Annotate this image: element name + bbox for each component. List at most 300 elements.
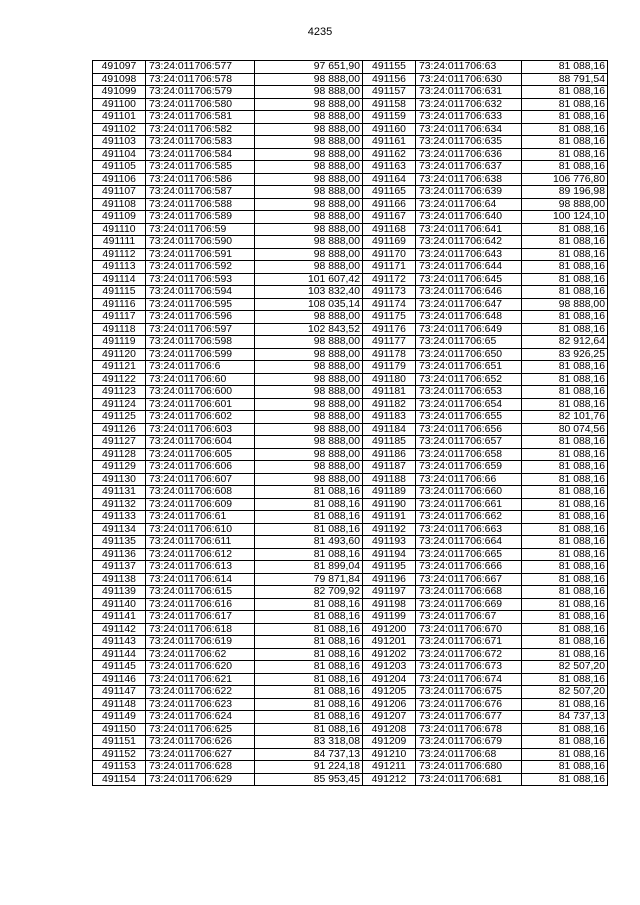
row-number-cell: 491110 (93, 223, 146, 236)
value-cell: 98 888,00 (255, 423, 363, 436)
cadastral-number-cell: 73:24:011706:625 (146, 723, 255, 736)
table-row (363, 648, 608, 661)
value-cell: 98 888,00 (255, 98, 363, 111)
table-row (363, 773, 608, 786)
row-number-cell: 491139 (93, 586, 146, 599)
row-number-cell: 491122 (93, 373, 146, 386)
cadastral-number-cell: 73:24:011706:619 (146, 636, 255, 649)
value-cell: 82 709,92 (255, 586, 363, 599)
value-cell: 98 888,00 (255, 436, 363, 449)
value-cell: 100 124,10 (522, 211, 608, 224)
cadastral-number-cell: 73:24:011706:629 (146, 773, 255, 786)
cadastral-number-cell: 73:24:011706:669 (416, 598, 522, 611)
table-row (93, 61, 363, 74)
register-table-left (92, 60, 363, 786)
value-cell: 106 776,80 (522, 173, 608, 186)
row-number-cell: 491186 (363, 448, 416, 461)
cadastral-number-cell: 73:24:011706:639 (416, 186, 522, 199)
table-row (93, 773, 363, 786)
table-row (363, 161, 608, 174)
cadastral-number-cell: 73:24:011706:677 (416, 711, 522, 724)
cadastral-number-cell: 73:24:011706:602 (146, 411, 255, 424)
table-row (363, 448, 608, 461)
row-number-cell: 491097 (93, 61, 146, 74)
table-row (363, 323, 608, 336)
row-number-cell: 491148 (93, 698, 146, 711)
row-number-cell: 491205 (363, 686, 416, 699)
table-row (93, 386, 363, 399)
value-cell: 108 035,14 (255, 298, 363, 311)
value-cell: 85 953,45 (255, 773, 363, 786)
cadastral-number-cell: 73:24:011706:641 (416, 223, 522, 236)
table-row (363, 586, 608, 599)
row-number-cell: 491124 (93, 398, 146, 411)
table-row (93, 173, 363, 186)
value-cell: 81 088,16 (522, 548, 608, 561)
cadastral-number-cell: 73:24:011706:608 (146, 486, 255, 499)
table-row (363, 748, 608, 761)
table-row (363, 111, 608, 124)
value-cell: 81 088,16 (522, 523, 608, 536)
table-row (93, 648, 363, 661)
table-row (93, 398, 363, 411)
table-row (93, 361, 363, 374)
value-cell: 98 888,00 (522, 198, 608, 211)
cadastral-number-cell: 73:24:011706:634 (416, 123, 522, 136)
cadastral-number-cell: 73:24:011706:585 (146, 161, 255, 174)
table-row (363, 511, 608, 524)
table-row (363, 198, 608, 211)
value-cell: 83 926,25 (522, 348, 608, 361)
cadastral-number-cell: 73:24:011706:590 (146, 236, 255, 249)
table-row (363, 61, 608, 74)
cadastral-number-cell: 73:24:011706:591 (146, 248, 255, 261)
table-row (363, 273, 608, 286)
value-cell: 81 088,16 (255, 673, 363, 686)
register-table-right (362, 60, 608, 786)
table-row (93, 636, 363, 649)
table-row (363, 361, 608, 374)
cadastral-number-cell: 73:24:011706:648 (416, 311, 522, 324)
row-number-cell: 491210 (363, 748, 416, 761)
table-row (363, 136, 608, 149)
row-number-cell: 491200 (363, 623, 416, 636)
table-row (93, 336, 363, 349)
cadastral-number-cell: 73:24:011706:650 (416, 348, 522, 361)
value-cell: 98 888,00 (255, 86, 363, 99)
cadastral-number-cell: 73:24:011706:607 (146, 473, 255, 486)
value-cell: 98 888,00 (255, 173, 363, 186)
value-cell: 97 651,90 (255, 61, 363, 74)
table-row (363, 223, 608, 236)
table-row (93, 298, 363, 311)
value-cell: 98 888,00 (255, 348, 363, 361)
cadastral-number-cell: 73:24:011706:674 (416, 673, 522, 686)
cadastral-number-cell: 73:24:011706:612 (146, 548, 255, 561)
row-number-cell: 491209 (363, 736, 416, 749)
table-row (363, 461, 608, 474)
table-row (363, 86, 608, 99)
row-number-cell: 491169 (363, 236, 416, 249)
value-cell: 81 088,16 (522, 373, 608, 386)
table-row (93, 448, 363, 461)
cadastral-number-cell: 73:24:011706:579 (146, 86, 255, 99)
row-number-cell: 491202 (363, 648, 416, 661)
row-number-cell: 491127 (93, 436, 146, 449)
table-row (93, 748, 363, 761)
value-cell: 81 088,16 (522, 736, 608, 749)
value-cell: 79 871,84 (255, 573, 363, 586)
cadastral-number-cell: 73:24:011706:620 (146, 661, 255, 674)
row-number-cell: 491192 (363, 523, 416, 536)
table-row (363, 211, 608, 224)
table-row (93, 523, 363, 536)
cadastral-number-cell: 73:24:011706:666 (416, 561, 522, 574)
table-row (363, 723, 608, 736)
cadastral-number-cell: 73:24:011706:604 (146, 436, 255, 449)
table-row (363, 298, 608, 311)
value-cell: 84 737,13 (522, 711, 608, 724)
row-number-cell: 491152 (93, 748, 146, 761)
table-row (363, 411, 608, 424)
row-number-cell: 491184 (363, 423, 416, 436)
table-row (93, 673, 363, 686)
value-cell: 98 888,00 (255, 73, 363, 86)
cadastral-number-cell: 73:24:011706:595 (146, 298, 255, 311)
cadastral-number-cell: 73:24:011706:605 (146, 448, 255, 461)
row-number-cell: 491123 (93, 386, 146, 399)
cadastral-number-cell: 73:24:011706:67 (416, 611, 522, 624)
value-cell: 81 088,16 (522, 286, 608, 299)
cadastral-number-cell: 73:24:011706:644 (416, 261, 522, 274)
value-cell: 81 088,16 (522, 123, 608, 136)
row-number-cell: 491160 (363, 123, 416, 136)
value-cell: 81 088,16 (522, 511, 608, 524)
table-row (363, 123, 608, 136)
value-cell: 81 088,16 (522, 436, 608, 449)
row-number-cell: 491170 (363, 248, 416, 261)
row-number-cell: 491162 (363, 148, 416, 161)
row-number-cell: 491143 (93, 636, 146, 649)
table-row (363, 673, 608, 686)
row-number-cell: 491126 (93, 423, 146, 436)
table-row (93, 498, 363, 511)
row-number-cell: 491118 (93, 323, 146, 336)
value-cell: 81 088,16 (522, 248, 608, 261)
row-number-cell: 491172 (363, 273, 416, 286)
table-row (93, 98, 363, 111)
row-number-cell: 491196 (363, 573, 416, 586)
cadastral-number-cell: 73:24:011706:635 (416, 136, 522, 149)
table-row (363, 286, 608, 299)
row-number-cell: 491206 (363, 698, 416, 711)
table-row (93, 573, 363, 586)
row-number-cell: 491153 (93, 761, 146, 774)
table-row (363, 186, 608, 199)
row-number-cell: 491194 (363, 548, 416, 561)
table-row (93, 723, 363, 736)
value-cell: 81 088,16 (522, 161, 608, 174)
table-row (93, 711, 363, 724)
table-row (93, 211, 363, 224)
row-number-cell: 491165 (363, 186, 416, 199)
value-cell: 81 088,16 (522, 386, 608, 399)
value-cell: 101 607,42 (255, 273, 363, 286)
cadastral-number-cell: 73:24:011706:66 (416, 473, 522, 486)
cadastral-number-cell: 73:24:011706:614 (146, 573, 255, 586)
value-cell: 82 507,20 (522, 661, 608, 674)
cadastral-number-cell: 73:24:011706:592 (146, 261, 255, 274)
cadastral-number-cell: 73:24:011706:670 (416, 623, 522, 636)
cadastral-number-cell: 73:24:011706:652 (416, 373, 522, 386)
value-cell: 98 888,00 (255, 211, 363, 224)
row-number-cell: 491191 (363, 511, 416, 524)
table-row (363, 436, 608, 449)
cadastral-number-cell: 73:24:011706:594 (146, 286, 255, 299)
table-row (363, 348, 608, 361)
table-row (363, 311, 608, 324)
row-number-cell: 491189 (363, 486, 416, 499)
cadastral-number-cell: 73:24:011706:640 (416, 211, 522, 224)
row-number-cell: 491181 (363, 386, 416, 399)
value-cell: 81 088,16 (522, 598, 608, 611)
row-number-cell: 491190 (363, 498, 416, 511)
value-cell: 98 888,00 (255, 473, 363, 486)
cadastral-number-cell: 73:24:011706:659 (416, 461, 522, 474)
cadastral-number-cell: 73:24:011706:663 (416, 523, 522, 536)
value-cell: 81 088,16 (522, 236, 608, 249)
row-number-cell: 491129 (93, 461, 146, 474)
value-cell: 98 888,00 (255, 311, 363, 324)
table-row (93, 423, 363, 436)
table-row (363, 711, 608, 724)
value-cell: 98 888,00 (255, 136, 363, 149)
cadastral-number-cell: 73:24:011706:623 (146, 698, 255, 711)
cadastral-number-cell: 73:24:011706:610 (146, 523, 255, 536)
table-row (93, 148, 363, 161)
table-row (363, 623, 608, 636)
cadastral-number-cell: 73:24:011706:588 (146, 198, 255, 211)
table-row (93, 286, 363, 299)
row-number-cell: 491117 (93, 311, 146, 324)
table-row (93, 511, 363, 524)
table-row (93, 73, 363, 86)
cadastral-number-cell: 73:24:011706:664 (416, 536, 522, 549)
table-row (363, 536, 608, 549)
cadastral-number-cell: 73:24:011706:606 (146, 461, 255, 474)
row-number-cell: 491164 (363, 173, 416, 186)
value-cell: 98 888,00 (255, 411, 363, 424)
register-table-left-body (93, 61, 363, 786)
row-number-cell: 491115 (93, 286, 146, 299)
value-cell: 98 888,00 (255, 123, 363, 136)
value-cell: 89 196,98 (522, 186, 608, 199)
row-number-cell: 491211 (363, 761, 416, 774)
table-row (93, 598, 363, 611)
row-number-cell: 491109 (93, 211, 146, 224)
row-number-cell: 491161 (363, 136, 416, 149)
row-number-cell: 491121 (93, 361, 146, 374)
table-row (363, 398, 608, 411)
table-row (363, 261, 608, 274)
table-row (363, 523, 608, 536)
row-number-cell: 491158 (363, 98, 416, 111)
row-number-cell: 491168 (363, 223, 416, 236)
row-number-cell: 491131 (93, 486, 146, 499)
value-cell: 91 224,18 (255, 761, 363, 774)
table-row (363, 698, 608, 711)
table-row (363, 473, 608, 486)
row-number-cell: 491142 (93, 623, 146, 636)
table-row (363, 761, 608, 774)
cadastral-number-cell: 73:24:011706:600 (146, 386, 255, 399)
cadastral-number-cell: 73:24:011706:60 (146, 373, 255, 386)
value-cell: 82 912,64 (522, 336, 608, 349)
value-cell: 98 888,00 (255, 386, 363, 399)
row-number-cell: 491132 (93, 498, 146, 511)
value-cell: 81 088,16 (522, 148, 608, 161)
row-number-cell: 491145 (93, 661, 146, 674)
cadastral-number-cell: 73:24:011706:679 (416, 736, 522, 749)
cadastral-number-cell: 73:24:011706:638 (416, 173, 522, 186)
row-number-cell: 491175 (363, 311, 416, 324)
row-number-cell: 491147 (93, 686, 146, 699)
table-row (93, 536, 363, 549)
cadastral-number-cell: 73:24:011706:636 (416, 148, 522, 161)
value-cell: 81 088,16 (522, 573, 608, 586)
table-row (363, 336, 608, 349)
cadastral-number-cell: 73:24:011706:578 (146, 73, 255, 86)
row-number-cell: 491203 (363, 661, 416, 674)
row-number-cell: 491105 (93, 161, 146, 174)
value-cell: 81 088,16 (522, 448, 608, 461)
value-cell: 81 088,16 (522, 498, 608, 511)
value-cell: 81 088,16 (522, 473, 608, 486)
row-number-cell: 491193 (363, 536, 416, 549)
value-cell: 81 088,16 (522, 361, 608, 374)
row-number-cell: 491116 (93, 298, 146, 311)
cadastral-number-cell: 73:24:011706:598 (146, 336, 255, 349)
table-row (93, 186, 363, 199)
table-row (363, 386, 608, 399)
row-number-cell: 491180 (363, 373, 416, 386)
row-number-cell: 491188 (363, 473, 416, 486)
row-number-cell: 491130 (93, 473, 146, 486)
cadastral-number-cell: 73:24:011706:64 (416, 198, 522, 211)
register-table-right-body (363, 61, 608, 786)
value-cell: 81 088,16 (255, 623, 363, 636)
cadastral-number-cell: 73:24:011706:678 (416, 723, 522, 736)
table-row (93, 586, 363, 599)
value-cell: 82 101,76 (522, 411, 608, 424)
value-cell: 81 088,16 (255, 648, 363, 661)
value-cell: 81 088,16 (255, 598, 363, 611)
row-number-cell: 491195 (363, 561, 416, 574)
table-row (363, 73, 608, 86)
table-row (93, 348, 363, 361)
row-number-cell: 491098 (93, 73, 146, 86)
row-number-cell: 491174 (363, 298, 416, 311)
value-cell: 81 088,16 (255, 661, 363, 674)
table-row (363, 686, 608, 699)
cadastral-number-cell: 73:24:011706:649 (416, 323, 522, 336)
row-number-cell: 491157 (363, 86, 416, 99)
value-cell: 98 888,00 (255, 111, 363, 124)
table-row (93, 473, 363, 486)
row-number-cell: 491104 (93, 148, 146, 161)
row-number-cell: 491176 (363, 323, 416, 336)
value-cell: 81 088,16 (522, 273, 608, 286)
cadastral-number-cell: 73:24:011706:642 (416, 236, 522, 249)
row-number-cell: 491212 (363, 773, 416, 786)
table-row (363, 611, 608, 624)
cadastral-number-cell: 73:24:011706:593 (146, 273, 255, 286)
value-cell: 81 088,16 (522, 761, 608, 774)
cadastral-number-cell: 73:24:011706:6 (146, 361, 255, 374)
cadastral-number-cell: 73:24:011706:661 (416, 498, 522, 511)
table-row (363, 98, 608, 111)
cadastral-number-cell: 73:24:011706:646 (416, 286, 522, 299)
cadastral-number-cell: 73:24:011706:584 (146, 148, 255, 161)
table-row (93, 261, 363, 274)
row-number-cell: 491156 (363, 73, 416, 86)
value-cell: 81 088,16 (522, 461, 608, 474)
row-number-cell: 491204 (363, 673, 416, 686)
row-number-cell: 491167 (363, 211, 416, 224)
row-number-cell: 491182 (363, 398, 416, 411)
cadastral-number-cell: 73:24:011706:583 (146, 136, 255, 149)
value-cell: 80 074,56 (522, 423, 608, 436)
cadastral-number-cell: 73:24:011706:587 (146, 186, 255, 199)
cadastral-number-cell: 73:24:011706:68 (416, 748, 522, 761)
value-cell: 81 088,16 (522, 486, 608, 499)
value-cell: 81 088,16 (522, 111, 608, 124)
cadastral-number-cell: 73:24:011706:676 (416, 698, 522, 711)
cadastral-number-cell: 73:24:011706:609 (146, 498, 255, 511)
value-cell: 81 088,16 (255, 498, 363, 511)
value-cell: 81 088,16 (255, 723, 363, 736)
page-number: 4235 (307, 26, 333, 38)
table-row (363, 248, 608, 261)
row-number-cell: 491179 (363, 361, 416, 374)
row-number-cell: 491187 (363, 461, 416, 474)
value-cell: 81 088,16 (255, 486, 363, 499)
row-number-cell: 491106 (93, 173, 146, 186)
value-cell: 98 888,00 (255, 248, 363, 261)
value-cell: 81 088,16 (255, 548, 363, 561)
cadastral-number-cell: 73:24:011706:660 (416, 486, 522, 499)
value-cell: 98 888,00 (522, 298, 608, 311)
cadastral-number-cell: 73:24:011706:643 (416, 248, 522, 261)
table-row (93, 236, 363, 249)
value-cell: 84 737,13 (255, 748, 363, 761)
row-number-cell: 491134 (93, 523, 146, 536)
cadastral-number-cell: 73:24:011706:657 (416, 436, 522, 449)
table-row (93, 223, 363, 236)
table-row (93, 411, 363, 424)
cadastral-number-cell: 73:24:011706:627 (146, 748, 255, 761)
value-cell: 88 791,54 (522, 73, 608, 86)
cadastral-number-cell: 73:24:011706:581 (146, 111, 255, 124)
value-cell: 98 888,00 (255, 261, 363, 274)
table-row (363, 661, 608, 674)
row-number-cell: 491183 (363, 411, 416, 424)
value-cell: 98 888,00 (255, 161, 363, 174)
table-row (363, 561, 608, 574)
cadastral-number-cell: 73:24:011706:673 (416, 661, 522, 674)
row-number-cell: 491150 (93, 723, 146, 736)
value-cell: 81 088,16 (255, 611, 363, 624)
